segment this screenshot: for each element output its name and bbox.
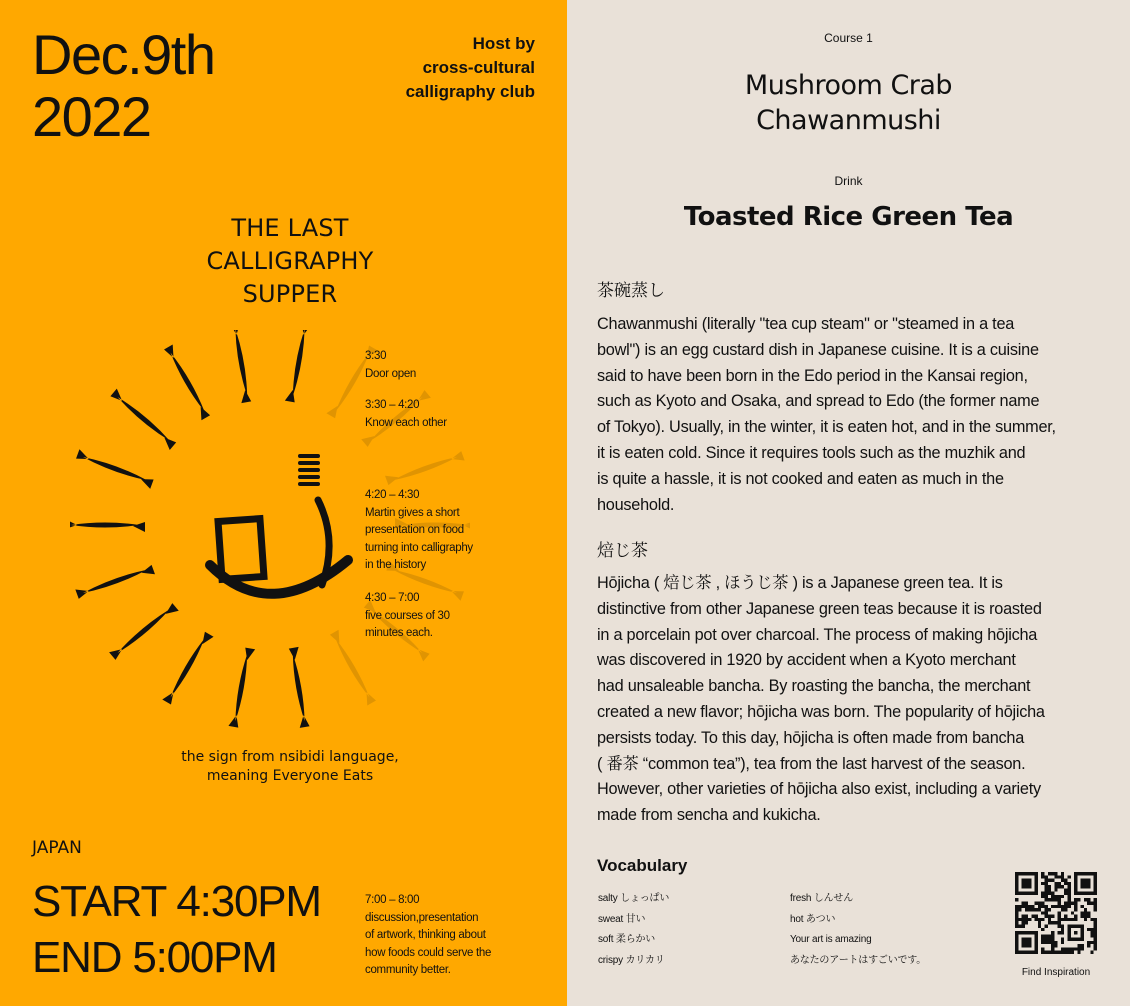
schedule-desc-line: in the history [365,559,426,571]
schedule-item [365,590,450,643]
qr-label: Find Inspiration [1021,967,1091,978]
schedule-desc-line: how foods could serve the [365,946,492,959]
start-time: START 4:30PM [32,877,321,926]
drink-name: Toasted Rice Green Tea [683,202,1014,232]
schedule-item [365,397,447,432]
vocab-item: sweat 甘い [598,913,646,925]
event-times [32,874,321,986]
schedule-desc-line: presentation on food [365,524,464,536]
vocab-item: soft 柔らかい [598,934,656,945]
vocab-item: crispy カリカリ [598,954,665,966]
schedule-time: 3:30 [365,350,387,362]
schedule-time: 4:30 – 7:00 [365,592,420,604]
schedule-time: 4:20 – 4:30 [365,489,420,501]
event-date: Dec.9th 2022 [32,23,215,148]
vocab-item: salty しょっぱい [598,893,670,904]
schedule-desc-line: turning into calligraphy [365,541,473,554]
course-label: Course 1 [824,31,873,45]
vocabulary-title: Vocabulary [597,856,688,875]
schedule-desc-line: five courses of 30 [365,609,450,622]
bowl-glyph-icon [210,500,348,594]
section-text-chawanmushi: Chawanmushi (literally "tea cup steam" or "steamed in a tea bowl") is an egg custard dish in Japanese cuisine. It is a cuisine said to have been born in the Edo period in the Kansai region, such as Kyoto and Osaka, and spread to Edo (the former name of Tokyo). Usually, in the winter, it is eaten hot, and in the summer, it is eaten cold. Since it requires tools such as the muzhik and is quite a hassle, it is not cooked and eaten as much in the household. [597,315,1056,514]
schedule-time: 3:30 – 4:20 [365,399,420,411]
schedule-item [365,892,491,980]
schedule-desc-line: community better. [365,964,451,976]
vocabulary-column-1 [598,889,669,971]
symbol-caption: the sign from nsibidi language, meaning Everyone Eats [181,749,399,784]
calligraphy-stroke-icon [385,448,465,488]
schedule-desc-line: Know each other [365,416,447,429]
calligraphy-stroke-icon [162,630,213,706]
calligraphy-stroke-icon [228,647,255,728]
schedule-desc-line: Martin gives a short [365,506,460,519]
schedule-desc-line: Door open [365,367,417,380]
schedule-desc-line: of artwork, thinking about [365,929,486,941]
calligraphy-stroke-icon [161,344,212,420]
calligraphy-stroke-icon [108,389,178,450]
vocab-item: あなたのアートはすごいです。 [790,954,927,966]
schedule-desc-line: minutes each. [365,627,433,639]
vocab-item: fresh しんせん [790,893,854,904]
country-label: JAPAN [32,838,82,858]
section-text-hojicha: Hōjicha ( 焙じ茶 , ほうじ茶 ) is a Japanese green tea. It is distinctive from other Japanese green teas because it is roasted in a porcelain pot over charcoal. The process of making hōjicha was discovered in 1920 by accident when a Kyoto merchant had unsaleable bancha. By roasting the bancha, the merchant created a new flavor; hōjicha was born. The popularity of hōjicha persists today. To this day, hōjicha is often made from bancha ( 番茶 “common tea”), tea from the last harvest of the season. However, other varieties of hōjicha also exist, including a variety made from sencha and kukicha. [597,574,1045,825]
calligraphy-stroke-icon [227,330,254,403]
schedule-item [365,348,416,383]
schedule-desc-line: discussion,presentation [365,911,479,924]
event-title: THE LAST CALLIGRAPHY SUPPER [206,214,374,308]
steam-glyph-icon [298,454,320,486]
end-time: END 5:00PM [32,933,277,982]
calligraphy-stroke-icon [75,449,155,489]
schedule-item [365,487,473,575]
calligraphy-stroke-icon [286,647,313,728]
calligraphy-stroke-icon [285,330,312,403]
schedule-time: 7:00 – 8:00 [365,894,420,906]
calligraphy-stroke-icon [75,562,155,602]
section-heading-hojicha: 焙じ茶 [597,541,648,561]
calligraphy-stroke-icon [70,519,145,532]
host-credit: Host by cross-cultural calligraphy club [405,34,535,101]
vocabulary-column-2 [790,889,926,971]
qr-code-icon[interactable] [1015,872,1097,954]
section-heading-chawanmushi: 茶碗蒸し [597,281,665,301]
menu-panel [567,0,1130,1006]
vocab-item: Your art is amazing [790,934,872,945]
calligraphy-stroke-icon [109,601,179,662]
vocab-item: hot あつい [790,913,836,925]
course-name: Mushroom Crab Chawanmushi [744,70,953,136]
drink-label: Drink [834,174,863,188]
